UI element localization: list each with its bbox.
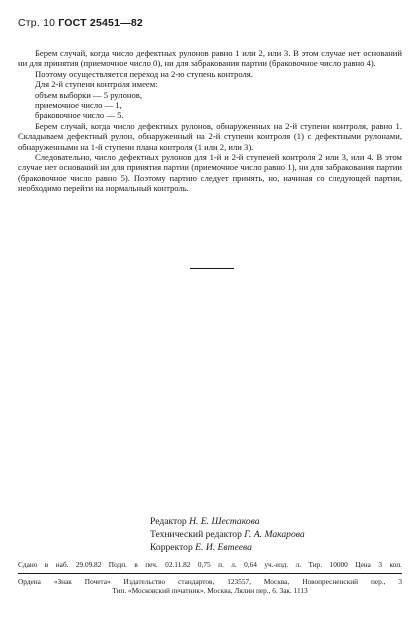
stage2-rejection-number: браковочное число — 5. [35, 110, 124, 121]
corrector-line [150, 541, 305, 554]
section-divider [190, 268, 234, 269]
imprint-block [18, 560, 402, 596]
imprint-print-data: Сдано в наб. 29.09.82 Подп. в печ. 02.11.82 0,75 п. л. 0,64 уч.-изд. л. Тир. 10000 Цена 3 коп. [18, 560, 402, 569]
stage2-sample-size: объем выборки — 5 рулонов, [35, 89, 142, 100]
corrector-role: Корректор [150, 542, 193, 553]
paragraph-case-1: Берем случай, когда число дефектных рулонов равно 1 или 2, или 3. В этом случае нет оснований ни для принятия (приемочное число 0), ни для забракования партии (браковочное число равно 4). [18, 48, 402, 69]
body-text [18, 48, 402, 194]
tech-editor-line [150, 528, 305, 541]
tech-editor-name: Г. А. Макарова [244, 529, 305, 540]
editor-role: Редактор [150, 516, 187, 527]
paragraph-transition: Поэтому осуществляется переход на 2-ю ступень контроля. [35, 68, 253, 79]
imprint-rule [18, 573, 402, 574]
standard-number: ГОСТ 25451—82 [58, 17, 143, 29]
imprint-printer: Тип. «Московский печатник». Москва, Лялин пер., 6. Зак. 1113 [112, 586, 308, 596]
tech-editor-role: Технический редактор [150, 529, 242, 540]
imprint-publisher: Ордена «Знак Почета» Издательство стандартов, 123557, Москва, Новопресненский пер., 3 [18, 576, 402, 586]
page-number: Стр. 10 [18, 17, 56, 29]
editor-line [150, 515, 305, 528]
paragraph-conclusion: Следовательно, число дефектных рулонов для 1-й и 2-й ступеней контроля 2 или 3, или 4. В этом случае нет оснований ни для принятия партии (приемочное число равно 1), ни для забракования партии (браковочное число равно 5). Поэтому партию следует принять, но, начиная со следующей партии, необходимо перейти на нормальный контроль. [18, 152, 402, 194]
paragraph-stage2-intro: Для 2-й ступени контроля имеем: [35, 79, 158, 90]
page-header [18, 17, 143, 29]
paragraph-case-2: Берем случай, когда число дефектных рулонов, обнаруженных на 2-й ступени контроля, равно 1. Складываем дефектный рулон, обнаруженный на 2-й ступени контроля (1) с дефектными рулонами, обнаруженными на 1-й ступени плана контроля (1 или 2, или 3). [18, 120, 402, 152]
editors-block [150, 515, 305, 554]
corrector-name: Е. И. Евтеева [195, 542, 252, 553]
editor-name: Н. Е. Шестакова [189, 516, 260, 527]
stage2-acceptance-number: приемочное число — 1, [35, 100, 122, 111]
